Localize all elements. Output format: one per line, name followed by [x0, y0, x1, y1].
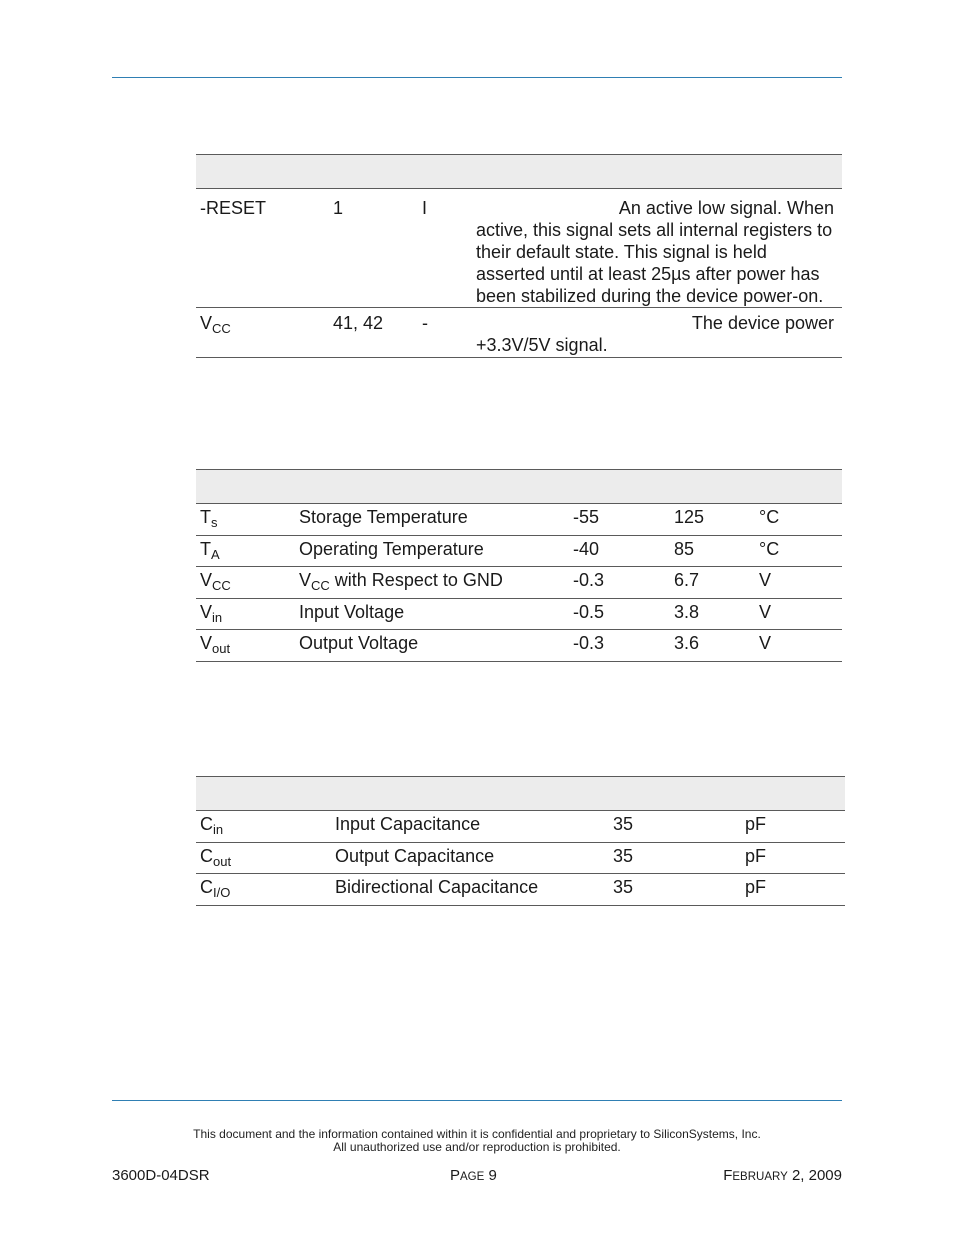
table-header-row: [196, 470, 842, 504]
symbol-cell: [196, 504, 295, 536]
header-rule: [112, 77, 842, 78]
max-value: 3.8: [670, 598, 755, 630]
parameter: Bidirectional Capacitance: [331, 874, 609, 906]
signal-description: [472, 308, 842, 358]
parameter-subscript: CC: [311, 578, 330, 594]
parameter: Input Capacitance: [331, 811, 609, 843]
parameter: Operating Temperature: [295, 535, 569, 567]
absolute-maximum-table: [196, 469, 842, 662]
parameter: Storage Temperature: [295, 504, 569, 536]
document-number: 3600D-04DSR: [112, 1167, 210, 1184]
signal-symbol: V: [200, 313, 213, 333]
max-value: 125: [670, 504, 755, 536]
table-row: [196, 598, 842, 630]
symbol: V: [200, 601, 213, 622]
unit: pF: [741, 811, 845, 843]
symbol-cell: [196, 842, 331, 874]
symbol-subscript: s: [211, 515, 218, 530]
date-tail: 2, 2009: [787, 1167, 842, 1184]
table-row: [196, 535, 842, 567]
table-header-row: [196, 155, 842, 189]
confidentiality-notice: [0, 1128, 954, 1154]
table-row: [196, 630, 842, 662]
symbol: C: [200, 845, 213, 866]
min-value: -55: [569, 504, 670, 536]
footer-rule: [112, 1100, 842, 1101]
min-value: -40: [569, 535, 670, 567]
unit: pF: [741, 842, 845, 874]
parameter-text: with Respect to GND: [329, 570, 503, 591]
symbol-cell: [196, 811, 331, 843]
pin-number: 1: [329, 189, 418, 308]
description-rest: active, this signal sets all internal registers to their default state. This signal is held asserted until at least 25µs after power has been stabilized during the device power-on.: [476, 220, 833, 306]
parameter-symbol: V: [299, 570, 312, 591]
signal-type: -: [418, 308, 472, 358]
symbol-subscript: in: [212, 609, 223, 625]
signal-description: [472, 189, 842, 308]
description-first-line: An active low signal. When: [618, 198, 834, 218]
document-date: [723, 1167, 842, 1184]
table-row: [196, 567, 842, 599]
max-value: 6.7: [670, 567, 755, 599]
max-value: 85: [670, 535, 755, 567]
unit: °C: [755, 535, 842, 567]
page-number: [450, 1167, 497, 1184]
symbol: V: [200, 570, 213, 591]
symbol-subscript: out: [212, 641, 231, 657]
symbol-cell: [196, 535, 295, 567]
capacitance-value: 35: [609, 842, 741, 874]
table-header-row: [196, 777, 845, 811]
pin-number: 41, 42: [329, 308, 418, 358]
description-rest: +3.3V/5V signal.: [476, 335, 608, 355]
parameter: Input Voltage: [295, 598, 569, 630]
page-label-initial: P: [450, 1167, 461, 1184]
symbol-subscript: I/O: [213, 885, 231, 901]
min-value: -0.3: [569, 630, 670, 662]
page-label-rest: AGE: [460, 1171, 485, 1183]
table-row: [196, 811, 845, 843]
signal-name: [196, 308, 329, 358]
symbol: C: [200, 814, 213, 834]
signal-name: -RESET: [196, 189, 329, 308]
signal-subscript: CC: [212, 321, 231, 336]
unit: °C: [755, 504, 842, 536]
notice-line-1: This document and the information contained within it is confidential and proprietary to SiliconSystems, Inc.: [193, 1127, 761, 1141]
notice-line-2: All unauthorized use and/or reproduction is prohibited.: [333, 1140, 621, 1154]
symbol-cell: [196, 598, 295, 630]
table-row: [196, 504, 842, 536]
symbol-subscript: CC: [212, 578, 231, 594]
symbol-cell: [196, 874, 331, 906]
page-value: 9: [484, 1167, 497, 1184]
unit: V: [755, 598, 842, 630]
max-value: 3.6: [670, 630, 755, 662]
symbol-cell: [196, 567, 295, 599]
symbol: T: [200, 538, 211, 559]
symbol: V: [200, 633, 213, 654]
unit: V: [755, 630, 842, 662]
table-row: [196, 842, 845, 874]
parameter: [295, 567, 569, 599]
table-row: [196, 874, 845, 906]
capacitance-value: 35: [609, 811, 741, 843]
signal-description-table: [196, 154, 842, 358]
date-month-initial: F: [723, 1167, 733, 1184]
symbol: T: [200, 507, 211, 527]
capacitance-table: [196, 776, 845, 906]
capacitance-value: 35: [609, 874, 741, 906]
unit: pF: [741, 874, 845, 906]
description-first-line: The device power: [691, 313, 834, 333]
parameter: Output Voltage: [295, 630, 569, 662]
date-month-rest: EBRUARY: [732, 1171, 788, 1183]
parameter: Output Capacitance: [331, 842, 609, 874]
signal-type: I: [418, 189, 472, 308]
symbol-subscript: A: [211, 546, 220, 562]
symbol: C: [200, 877, 213, 898]
table-row: [196, 308, 842, 358]
min-value: -0.5: [569, 598, 670, 630]
table-row: [196, 189, 842, 308]
symbol-cell: [196, 630, 295, 662]
symbol-subscript: in: [213, 822, 224, 837]
unit: V: [755, 567, 842, 599]
symbol-subscript: out: [213, 853, 232, 869]
min-value: -0.3: [569, 567, 670, 599]
